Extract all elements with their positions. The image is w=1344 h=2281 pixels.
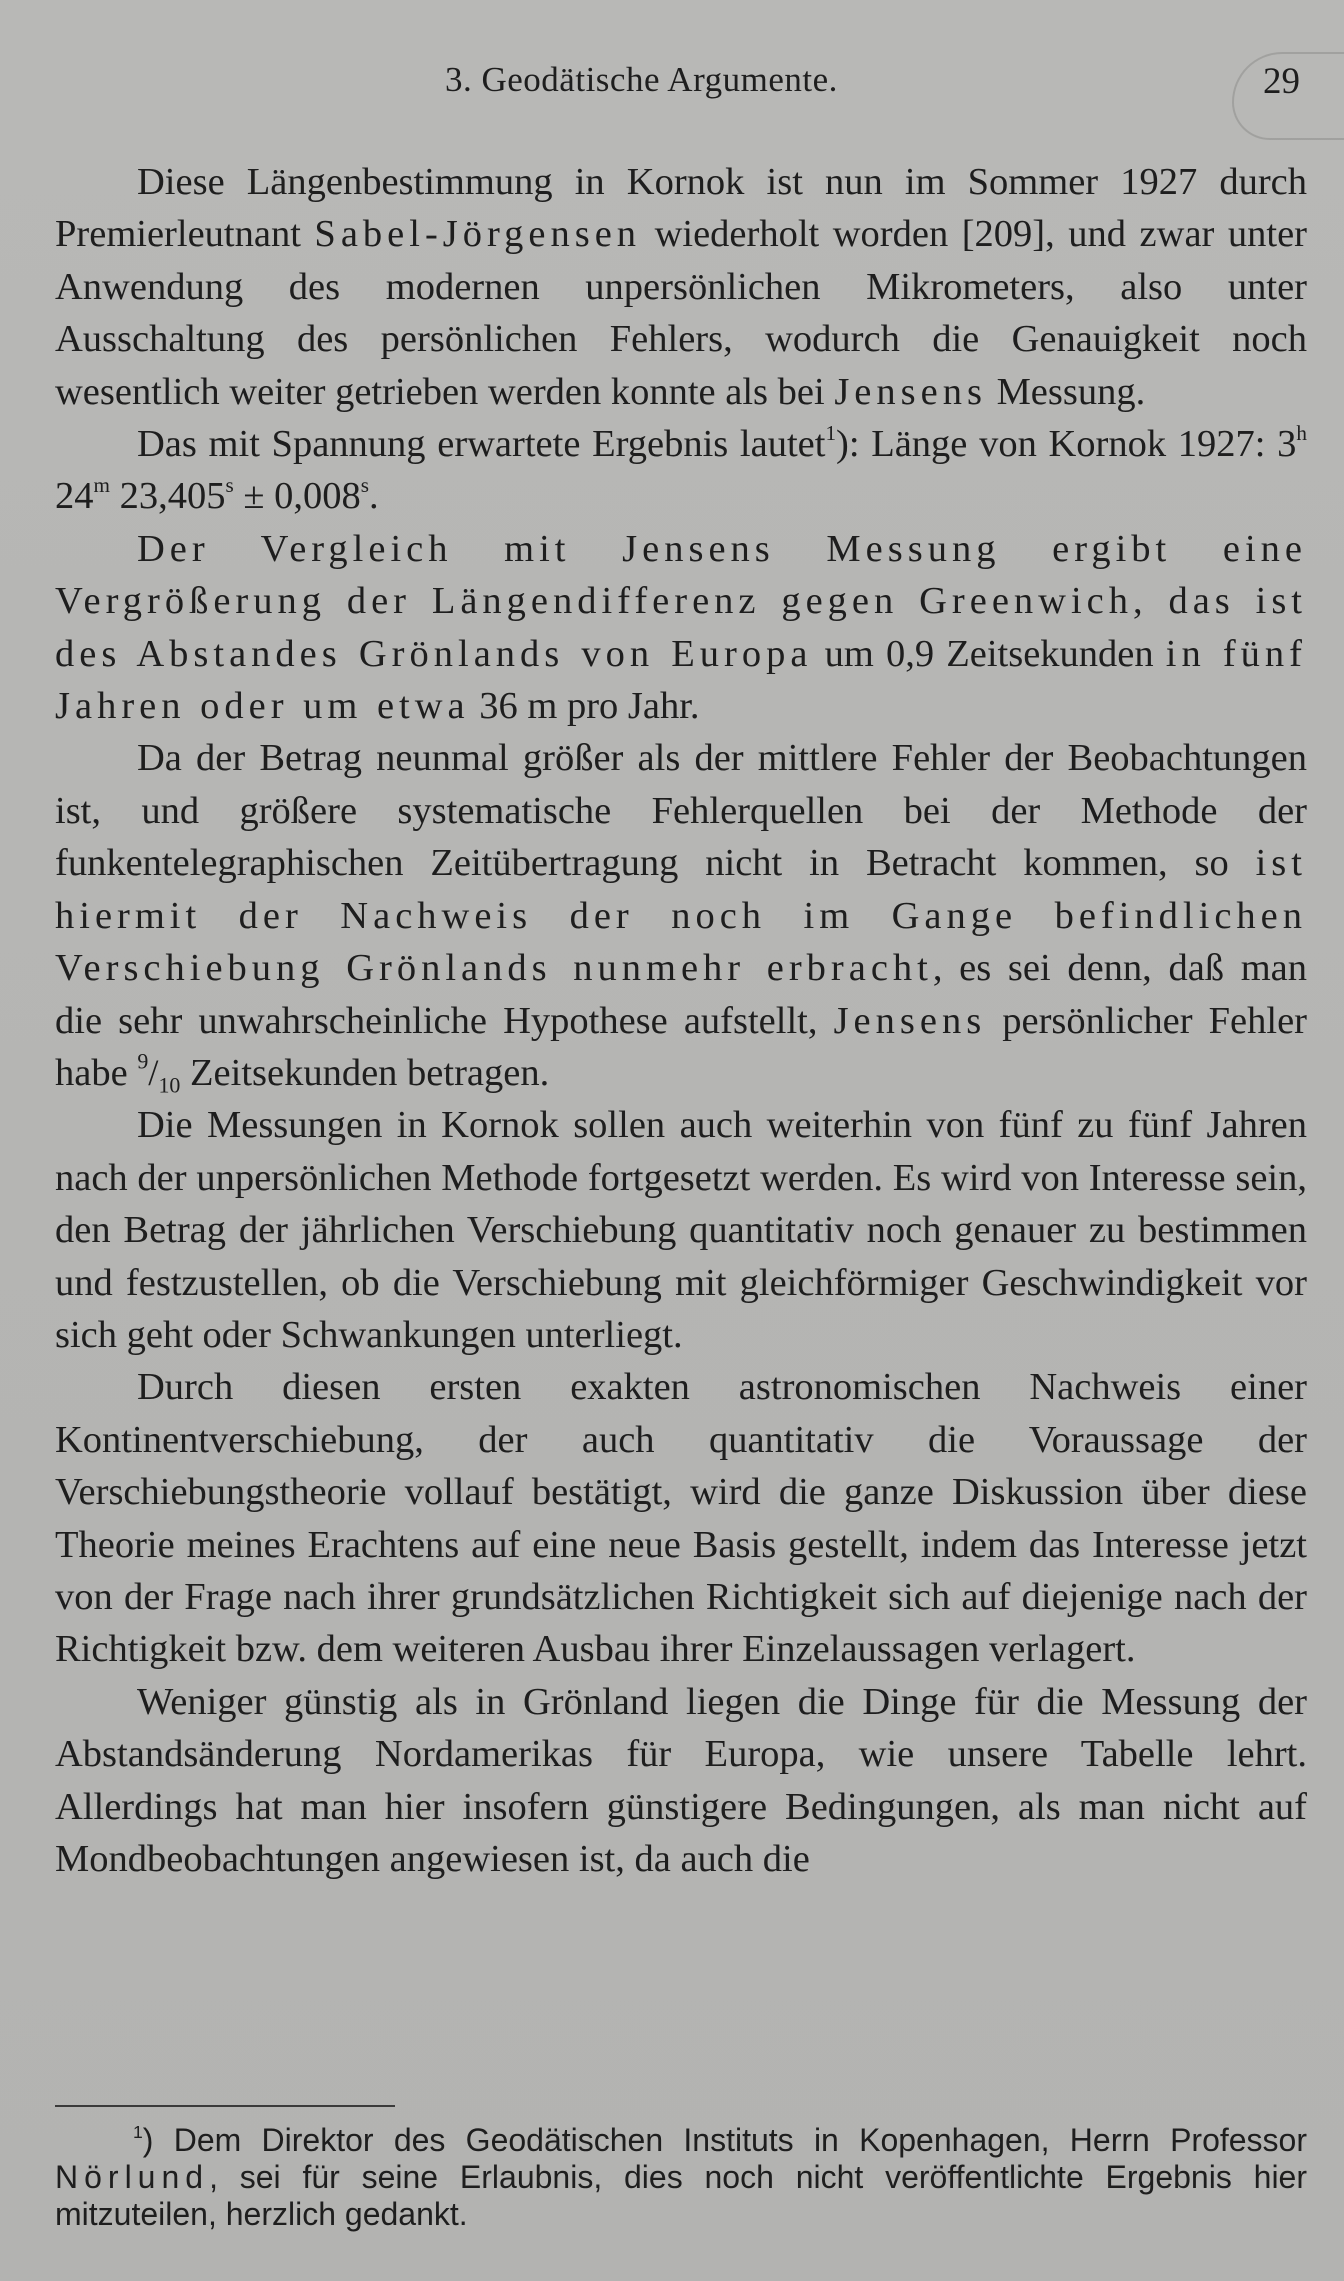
footnote — [55, 2122, 1307, 2233]
fraction-denominator: 10 — [158, 1072, 181, 1098]
page-number: 29 — [1263, 61, 1300, 102]
paragraph-1 — [55, 156, 1307, 418]
text-run: 23,405 — [109, 475, 226, 518]
paragraph-4 — [55, 732, 1307, 1099]
text-run: ) Dem Direktor des Geodätischen Instituts in Kopenhagen, Herrn Professor — [142, 2122, 1307, 2158]
text-run: Messung. — [986, 370, 1146, 413]
fraction: $^9/_{10}$ — [137, 1048, 181, 1098]
unit-seconds: s — [225, 473, 234, 498]
text-run: 24 — [55, 475, 94, 518]
emphasis-spaced: Der Vergleich mit Jensens Messung ergibt eine Vergrößerung der Längendifferenz gegen Greenwich, das ist des Abstandes Grönlands von Europa — [55, 527, 1307, 675]
footnote-rule — [55, 2105, 395, 2107]
paragraph-7: Weniger günstig als in Grönland liegen die Dinge für die Messung der Abstandsänderung Nordamerikas für Europa, wie unsere Tabelle lehrt. Allerdings hat man hier insofern günstigere Bedingungen, als man nicht auf Mondbeobachtungen angewiesen ist, da auch die — [55, 1680, 1307, 1880]
unit-hours: h — [1296, 421, 1307, 446]
page-header — [0, 52, 1344, 112]
running-title: 3. Geodätische Argumente. — [445, 60, 838, 99]
text-run: Da der Betrag neunmal größer als der mittlere Fehler der Beobachtungen ist, und größere systematische Fehlerquellen bei der Methode der funkentelegraphischen Zeitübertragung nicht in Betracht kommen, so — [55, 737, 1307, 885]
footnote-marker: 1 — [133, 2121, 143, 2142]
text-run: um 0,9 Zeitsekunden — [812, 632, 1166, 675]
text-run: . — [368, 475, 379, 518]
text-run: persönlicher Fehler habe — [55, 999, 1307, 1094]
person-name-spaced: Jensens — [834, 370, 987, 413]
person-name-spaced: Jensens — [833, 999, 987, 1042]
body-text — [55, 156, 1307, 1885]
person-name-spaced: Sabel-Jörgensen — [314, 213, 642, 256]
paragraph-6: Durch diesen ersten exakten astronomischen Nachweis einer Kontinentverschiebung, der auch quantitativ die Voraussage der Verschiebungstheorie vollauf bestätigt, wird die ganze Diskussion über diese Theorie meines Erachtens auf eine neue Basis gestellt, indem das Interesse jetzt von der Frage nach ihrer grundsätzlichen Richtigkeit sich auf diejenige nach der Richtigkeit bzw. dem weiteren Ausbau ihrer Einzelaussagen verlagert. — [55, 1366, 1307, 1671]
fraction-numerator: 9 — [137, 1048, 149, 1074]
paragraph-3 — [55, 523, 1307, 733]
footnote-paragraph — [55, 2122, 1307, 2233]
emphasis-spaced: in fünf Jahren oder um etwa — [55, 632, 1307, 728]
paragraph-2 — [55, 418, 1307, 523]
text-run: Das mit Spannung erwartete Ergebnis lautet — [137, 423, 826, 466]
text-run: Diese Längenbestimmung in Kornok ist nun im Sommer 1927 durch Premierleutnant — [55, 161, 1307, 256]
unit-minutes: m — [93, 473, 110, 498]
text-run: ): Länge von Kornok 1927: 3 — [836, 423, 1297, 466]
person-name-spaced: Nörlund — [55, 2159, 210, 2195]
emphasis-spaced: ist hiermit der Nachweis der noch im Gange befindlichen Verschiebung Grönlands nunmehr erbracht — [55, 842, 1307, 990]
unit-seconds: s — [360, 473, 369, 498]
paragraph-5: Die Messungen in Kornok sollen auch weiterhin von fünf zu fünf Jahren nach der unpersönlichen Methode fortgesetzt werden. Es wird von Interesse sein, den Betrag der jährlichen Verschiebung quantitativ noch genauer zu bestimmen und festzustellen, ob die Verschiebung mit gleichförmiger Geschwindigkeit vor sich geht oder Schwankungen unterliegt. — [55, 1104, 1307, 1356]
text-run: Zeitsekunden betragen. — [180, 1051, 550, 1094]
text-run: , es sei denn, daß man die sehr unwahrscheinliche Hypothese aufstellt, — [55, 947, 1307, 1042]
text-run: , sei für seine Erlaubnis, dies noch nicht veröffentlichte Ergebnis hier mitzuteilen, herzlich gedankt. — [55, 2159, 1307, 2232]
footnote-reference: 1 — [825, 421, 837, 446]
text-run: wiederholt worden [209], und zwar unter Anwendung des modernen unpersönlichen Mikrometers, also unter Ausschaltung des persönlichen Fehlers, wodurch die Genauigkeit noch wesentlich weiter getrieben werden konnte als bei — [55, 213, 1307, 413]
text-run: ± 0,008 — [233, 475, 361, 518]
text-run: 36 m pro Jahr. — [469, 685, 700, 728]
